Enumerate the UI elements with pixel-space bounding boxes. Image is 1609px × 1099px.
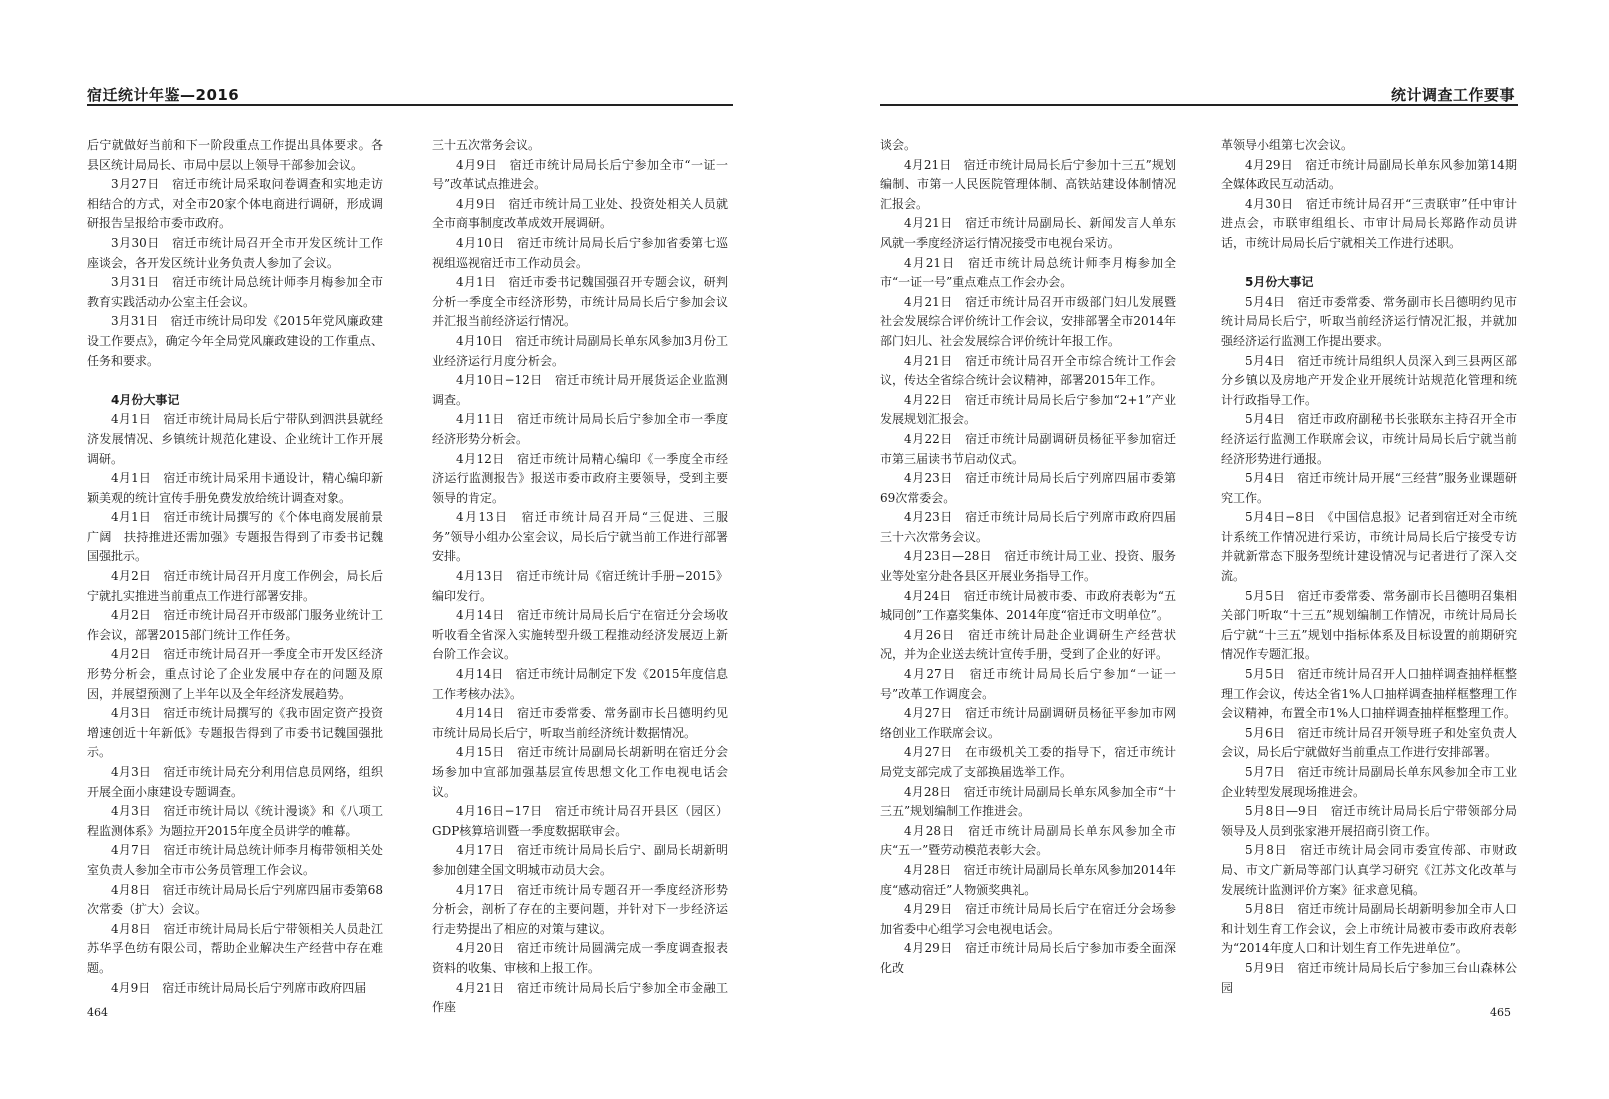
- entry-paragraph: 4月28日 宿迁市统计局副局长单东风参加2014年度“感动宿迁”人物颁奖典礼。: [880, 862, 1176, 897]
- entry-paragraph: 4月1日 宿迁市统计局撰写的《个体电商发展前景广阔 扶持推进还需加强》专题报告得到了市委书记魏国强批示。: [87, 510, 383, 564]
- entry-paragraph: 4月10日 宿迁市统计局副局长单东风参加3月份工业经济运行月度分析会。: [432, 333, 728, 368]
- entry-paragraph: 4月14日 宿迁市统计局局长后宁在宿迁分会场收听收看全省深入实施转型升级工程推动经济发展迈上新台阶工作会议。: [432, 608, 728, 662]
- entry-paragraph: 4月2日 宿迁市统计局召开市级部门服务业统计工作会议，部署2015部门统计工作任务。: [87, 608, 383, 642]
- entry-paragraph: 4月21日 宿迁市统计局总统计师李月梅参加全市“一证一号”重点难点工作会办会。: [880, 255, 1176, 290]
- entry-paragraph: 4月22日 宿迁市统计局局长后宁参加“2+1”产业发展规划汇报会。: [880, 392, 1176, 427]
- entry-paragraph: 4月3日 宿迁市统计局以《统计漫谈》和《八项工程监测体系》为题拉开2015年度全员讲学的帷幕。: [87, 804, 383, 838]
- entry-paragraph: 4月12日 宿迁市统计局精心编印《一季度全市经济运行监测报告》报送市委市政府主要领导，受到主要领导的肯定。: [432, 451, 728, 505]
- column-4: [1221, 136, 1517, 995]
- entry-paragraph: 5月4日 宿迁市统计局开展“三经营”服务业课题研究工作。: [1221, 471, 1517, 505]
- column-2: [432, 136, 728, 1015]
- entry-paragraph: 4月26日 宿迁市统计局赴企业调研生产经营状况，并为企业送去统计宣传手册，受到了企业的好评。: [880, 627, 1176, 662]
- entry-paragraph: 4月14日 宿迁市委常委、常务副市长吕德明约见市统计局局长后宁，听取当前经济统计数据情况。: [432, 706, 728, 740]
- page-number-right: 465: [1490, 1006, 1511, 1019]
- entry-paragraph: 4月11日 宿迁市统计局局长后宁参加全市一季度经济形势分析会。: [432, 412, 728, 446]
- entry-paragraph: 4月29日 宿迁市统计局局长后宁参加市委全面深化改: [880, 941, 1176, 975]
- entry-paragraph: 3月31日 宿迁市统计局印发《2015年党风廉政建设工作要点》，确定今年全局党风廉政建设的工作重点、任务和要求。: [87, 314, 383, 368]
- entry-paragraph: 4月22日 宿迁市统计局副调研员杨征平参加宿迁市第三届读书节启动仪式。: [880, 431, 1176, 466]
- entry-paragraph: 4月16日−17日 宿迁市统计局召开县区（园区）GDP核算培训暨一季度数据联审会。: [432, 804, 728, 838]
- entry-paragraph: 5月6日 宿迁市统计局召开领导班子和处室负责人会议，局长后宁就做好当前重点工作进行安排部署。: [1221, 725, 1517, 760]
- entry-paragraph: 4月17日 宿迁市统计局专题召开一季度经济形势分析会，剖析了存在的主要问题，并针对下一步经济运行走势提出了相应的对策与建议。: [432, 882, 728, 936]
- entry-paragraph: 4月2日 宿迁市统计局召开一季度全市开发区经济形势分析会，重点讨论了企业发展中存在的问题及原因，并展望预测了上半年以及全年经济发展趋势。: [87, 647, 383, 701]
- entry-paragraph: 5月4日−8日 《中国信息报》记者到宿迁对全市统计系统工作情况进行采访，市统计局局长后宁接受专访并就新常态下服务型统计建设情况与记者进行了深入交流。: [1221, 510, 1517, 584]
- section-heading-may: 5月份大事记: [1245, 275, 1314, 290]
- entry-paragraph: 5月8日 宿迁市统计局副局长胡新明参加全市人口和计划生育工作会议，会上市统计局被市委市政府表彰为“2014年度人口和计划生育工作先进单位”。: [1221, 902, 1517, 956]
- entry-paragraph: 后宁就做好当前和下一阶段重点工作提出具体要求。各县区统计局局长、市局中层以上领导干部参加会议。: [87, 138, 383, 172]
- right-page: [804, 0, 1609, 1099]
- entry-paragraph: 3月27日 宿迁市统计局采取问卷调查和实地走访相结合的方式，对全市20家个体电商进行调研，形成调研报告呈报给市委市政府。: [87, 177, 383, 231]
- entry-paragraph: 4月17日 宿迁市统计局局长后宁、副局长胡新明参加创建全国文明城市动员大会。: [432, 843, 728, 877]
- entry-paragraph: 5月4日 宿迁市统计局组织人员深入到三县两区部分乡镇以及房地产开发企业开展统计站规范化管理和统计行政指导工作。: [1221, 353, 1517, 407]
- header-rule-left: [87, 104, 733, 106]
- entry-paragraph: 4月27日 在市级机关工委的指导下，宿迁市统计局党支部完成了支部换届选举工作。: [880, 745, 1176, 779]
- entry-paragraph: 4月1日 宿迁市统计局采用卡通设计，精心编印新颖美观的统计宣传手册免费发放给统计调查对象。: [87, 471, 383, 505]
- entry-paragraph: 4月9日 宿迁市统计局局长后宁列席市政府四届: [111, 980, 367, 995]
- entry-paragraph: 4月21日 宿迁市统计局召开全市综合统计工作会议，传达全省综合统计会议精神，部署2015年工作。: [880, 353, 1176, 388]
- entry-paragraph: 4月21日 宿迁市统计局召开市级部门妇儿发展暨社会发展综合评价统计工作会议，安排部署全市2014年部门妇儿、社会发展综合评价统计年报工作。: [880, 294, 1176, 348]
- entry-paragraph: 4月27日 宿迁市统计局副调研员杨征平参加市网络创业工作联席会议。: [880, 706, 1176, 740]
- entry-paragraph: 4月3日 宿迁市统计局充分利用信息员网络，组织开展全面小康建设专题调查。: [87, 765, 383, 799]
- entry-paragraph: 5月7日 宿迁市统计局副局长单东风参加全市工业企业转型发展现场推进会。: [1221, 765, 1517, 799]
- entry-paragraph: 4月21日 宿迁市统计局局长后宁参加十三五”规划编制、市第一人民医院管理体制、高铁站建设体制情况汇报会。: [880, 157, 1176, 211]
- page-number-left: 464: [87, 1006, 108, 1019]
- entry-paragraph: 革领导小组第七次会议。: [1221, 138, 1354, 152]
- entry-paragraph: 5月5日 宿迁市委常委、常务副市长吕德明召集相关部门听取“十三五”规划编制工作情况，市统计局局长后宁就“十三五”规划中指标体系及目标设置的前期研究情况作专题汇报。: [1221, 588, 1517, 662]
- entry-paragraph: 4月29日 宿迁市统计局副局长单东风参加第14期全媒体政民互动活动。: [1221, 157, 1517, 192]
- entry-paragraph: 4月9日 宿迁市统计局工业处、投资处相关人员就全市商事制度改革成效开展调研。: [432, 196, 728, 231]
- entry-paragraph: 5月8日—9日 宿迁市统计局局长后宁带领部分局领导及人员到张家港开展招商引资工作。: [1221, 804, 1517, 838]
- section-heading-april: 4月份大事记: [111, 392, 180, 407]
- left-page: [0, 0, 804, 1099]
- entry-paragraph: 5月9日 宿迁市统计局局长后宁参加三台山森林公园: [1221, 960, 1517, 995]
- entry-paragraph: 5月5日 宿迁市统计局召开人口抽样调查抽样框整理工作会议，传达全省1%人口抽样调查抽样框整理工作会议精神，布置全市1%人口抽样调查抽样框整理工作。: [1221, 667, 1517, 721]
- entry-paragraph: 4月29日 宿迁市统计局局长后宁在宿迁分会场参加省委中心组学习会电视电话会。: [880, 902, 1176, 936]
- entry-paragraph: 4月23日 宿迁市统计局局长后宁列席四届市委第69次常委会。: [880, 471, 1176, 505]
- entry-paragraph: 3月30日 宿迁市统计局召开全市开发区统计工作座谈会，各开发区统计业务负责人参加了会议。: [87, 235, 383, 270]
- entry-paragraph: 4月28日 宿迁市统计局副局长单东风参加全市“十三五”规划编制工作推进会。: [880, 784, 1176, 819]
- running-head-right: 统计调查工作要事: [1390, 86, 1515, 104]
- entry-paragraph: 4月23日 宿迁市统计局局长后宁列席市政府四届三十六次常务会议。: [880, 510, 1176, 544]
- entry-paragraph: 4月13日 宿迁市统计局召开局“三促进、三服务”领导小组办公室会议，局长后宁就当前工作进行部署安排。: [432, 510, 728, 564]
- entry-paragraph: 4月27日 宿迁市统计局局长后宁参加“一证一号”改革工作调度会。: [880, 667, 1176, 701]
- entry-paragraph: 5月4日 宿迁市委常委、常务副市长吕德明约见市统计局局长后宁，听取当前经济运行情况汇报，并就加强经济运行监测工作提出要求。: [1221, 294, 1517, 348]
- entry-paragraph: 4月1日 宿迁市统计局局长后宁带队到泗洪县就经济发展情况、乡镇统计规范化建设、企业统计工作开展调研。: [87, 412, 383, 466]
- entry-paragraph: 4月8日 宿迁市统计局局长后宁列席四届市委第68次常委（扩大）会议。: [87, 882, 383, 917]
- entry-paragraph: 三十五次常务会议。: [432, 138, 541, 152]
- entry-paragraph: 4月8日 宿迁市统计局局长后宁带领相关人员赴江苏华孚色纺有限公司，帮助企业解决生产经营中存在难题。: [87, 921, 383, 975]
- entry-paragraph: 4月20日 宿迁市统计局圆满完成一季度调查报表资料的收集、审核和上报工作。: [432, 941, 728, 975]
- entry-paragraph: 4月10日−12日 宿迁市统计局开展货运企业监测调查。: [432, 373, 728, 407]
- entry-paragraph: 4月15日 宿迁市统计局副局长胡新明在宿迁分会场参加中宣部加强基层宣传思想文化工作电视电话会议。: [432, 745, 728, 799]
- entry-paragraph: 4月3日 宿迁市统计局撰写的《我市固定资产投资增速创近十年新低》专题报告得到了市委书记魏国强批示。: [87, 706, 383, 760]
- entry-paragraph: 4月28日 宿迁市统计局副局长单东风参加全市庆“五一”暨劳动模范表彰大会。: [880, 823, 1176, 858]
- entry-paragraph: 4月23日—28日 宿迁市统计局工业、投资、服务业等处室分赴各县区开展业务指导工作。: [880, 549, 1176, 584]
- entry-paragraph: 4月7日 宿迁市统计局总统计师李月梅带领相关处室负责人参加全市市公务员管理工作会议。: [87, 843, 383, 877]
- entry-paragraph: 4月14日 宿迁市统计局制定下发《2015年度信息工作考核办法》。: [432, 667, 728, 701]
- entry-paragraph: 5月8日 宿迁市统计局会同市委宣传部、市财政局、市文广新局等部门认真学习研究《江苏文化改革与发展统计监测评价方案》征求意见稿。: [1221, 843, 1517, 897]
- entry-paragraph: 4月9日 宿迁市统计局局长后宁参加全市“一证一号”改革试点推进会。: [432, 157, 728, 192]
- entry-paragraph: 4月10日 宿迁市统计局局长后宁参加省委第七巡视组巡视宿迁市工作动员会。: [432, 235, 728, 270]
- entry-paragraph: 4月1日 宿迁市委书记魏国强召开专题会议，研判分析一季度全市经济形势，市统计局局长后宁参加会议并汇报当前经济运行情况。: [432, 275, 728, 329]
- entry-paragraph: 4月2日 宿迁市统计局召开月度工作例会，局长后宁就扎实推进当前重点工作进行部署安排。: [87, 569, 383, 603]
- entry-paragraph: 谈会。: [880, 138, 917, 152]
- entry-paragraph: 4月30日 宿迁市统计局召开“三责联审”任中审计进点会，市联审组组长、市审计局局长郑路作动员讲话，市统计局局长后宁就相关工作进行述职。: [1221, 196, 1517, 250]
- column-3: [880, 136, 1176, 981]
- entry-paragraph: 5月4日 宿迁市政府副秘书长张联东主持召开全市经济运行监测工作联席会议，市统计局局长后宁就当前经济形势进行通报。: [1221, 412, 1517, 466]
- entry-paragraph: 4月21日 宿迁市统计局副局长、新闻发言人单东风就一季度经济运行情况接受市电视台采访。: [880, 216, 1176, 250]
- entry-paragraph: 4月24日 宿迁市统计局被市委、市政府表彰为“五城同创”工作嘉奖集体、2014年度“宿迁市文明单位”。: [880, 588, 1176, 623]
- header-rule-right: [880, 104, 1518, 106]
- column-1: [87, 136, 383, 995]
- entry-paragraph: 3月31日 宿迁市统计局总统计师李月梅参加全市教育实践活动办公室主任会议。: [87, 275, 383, 309]
- entry-paragraph: 4月13日 宿迁市统计局《宿迁统计手册−2015》编印发行。: [432, 569, 728, 603]
- entry-paragraph: 4月21日 宿迁市统计局局长后宁参加全市金融工作座: [432, 980, 728, 1015]
- running-head-left: 宿迁统计年鉴—2016: [87, 86, 240, 104]
